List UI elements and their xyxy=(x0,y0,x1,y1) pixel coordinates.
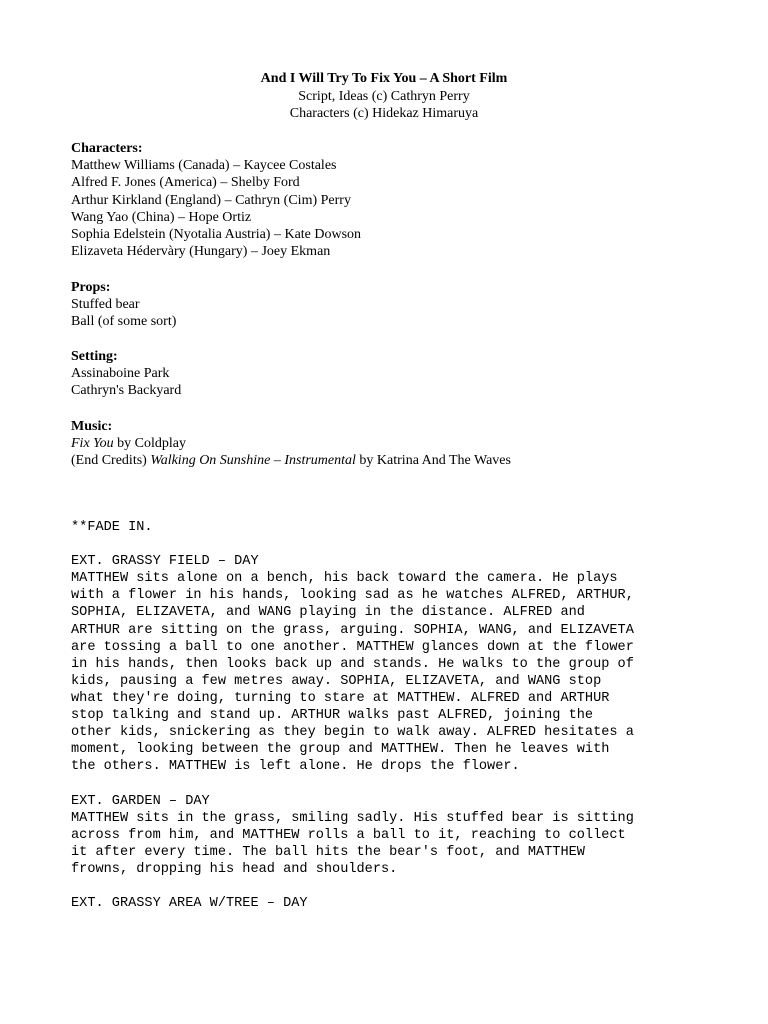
action-line: MATTHEW sits in the grass, smiling sadly. His stuffed bear is sitting xyxy=(71,810,634,826)
action-line: in his hands, then looks back up and stands. He walks to the group of xyxy=(71,656,634,672)
action-line: SOPHIA, ELIZAVETA, and WANG playing in the distance. ALFRED and xyxy=(71,605,585,621)
scene-heading: EXT. GRASSY AREA W/TREE – DAY xyxy=(71,896,308,912)
setting-entry: Cathryn's Backyard xyxy=(71,383,182,399)
scene-heading: EXT. GRASSY FIELD – DAY xyxy=(71,554,259,570)
end-credits-label: (End Credits) xyxy=(71,453,151,469)
music-entry xyxy=(71,452,751,469)
action-line: across from him, and MATTHEW rolls a ball to it, reaching to collect xyxy=(71,827,626,843)
document-title: And I Will Try To Fix You – A Short Film xyxy=(260,71,508,86)
action-line: ARTHUR are sitting on the grass, arguing. SOPHIA, WANG, and ELIZAVETA xyxy=(71,622,634,638)
character-entry: Alfred F. Jones (America) – Shelby Ford xyxy=(71,175,300,191)
scene-heading: EXT. GARDEN – DAY xyxy=(71,793,210,809)
character-entry: Wang Yao (China) – Hope Ortiz xyxy=(71,209,252,225)
action-line: stop talking and stand up. ARTHUR walks past ALFRED, joining the xyxy=(71,708,594,724)
action-line: are tossing a ball to one another. MATTHEW glances down at the flower xyxy=(71,639,634,655)
characters-heading: Characters: xyxy=(71,141,143,156)
setting-heading: Setting: xyxy=(71,349,118,364)
prop-entry: Ball (of some sort) xyxy=(71,314,177,330)
song-artist: by Coldplay xyxy=(113,436,186,452)
action-line: with a flower in his hands, looking sad as he watches ALFRED, ARTHUR, xyxy=(71,588,634,604)
document-header xyxy=(0,70,768,123)
setting-section xyxy=(71,348,751,400)
script-credit: Script, Ideas (c) Cathryn Perry xyxy=(298,88,470,104)
music-heading: Music: xyxy=(71,419,113,434)
action-line: MATTHEW sits alone on a bench, his back toward the camera. He plays xyxy=(71,571,618,587)
prop-entry: Stuffed bear xyxy=(71,297,140,313)
action-line: moment, looking between the group and MATTHEW. Then he leaves with xyxy=(71,742,610,758)
characters-section xyxy=(71,140,751,260)
transition-line: **FADE IN. xyxy=(71,520,153,535)
screenplay-body xyxy=(71,519,761,912)
action-line: kids, pausing a few metres away. SOPHIA, ELIZAVETA, and WANG stop xyxy=(71,673,602,689)
action-line: frowns, dropping his head and shoulders. xyxy=(71,861,398,877)
character-entry: Arthur Kirkland (England) – Cathryn (Cim) Perry xyxy=(71,192,351,208)
character-entry: Matthew Williams (Canada) – Kaycee Costales xyxy=(71,158,337,174)
character-entry: Elizaveta Hédervàry (Hungary) – Joey Ekman xyxy=(71,244,331,260)
setting-entry: Assinaboine Park xyxy=(71,366,170,382)
props-heading: Props: xyxy=(71,280,111,295)
action-line: it after every time. The ball hits the bear's foot, and MATTHEW xyxy=(71,844,585,860)
blank-line xyxy=(71,536,761,553)
blank-line xyxy=(71,775,761,792)
song-artist: by Katrina And The Waves xyxy=(355,453,511,469)
music-entry xyxy=(71,435,751,452)
action-line: other kids, snickering as they begin to walk away. ALFRED hesitates a xyxy=(71,725,634,741)
characters-credit: Characters (c) Hidekaz Himaruya xyxy=(289,106,479,121)
music-section xyxy=(71,418,751,470)
song-title: Walking On Sunshine – Instrumental xyxy=(150,453,356,469)
character-entry: Sophia Edelstein (Nyotalia Austria) – Kate Dowson xyxy=(71,227,362,243)
song-title: Fix You xyxy=(71,436,114,452)
blank-line xyxy=(71,878,761,895)
action-line: the others. MATTHEW is left alone. He drops the flower. xyxy=(71,759,520,775)
props-section xyxy=(71,279,751,331)
action-line: what they're doing, turning to stare at MATTHEW. ALFRED and ARTHUR xyxy=(71,690,610,706)
